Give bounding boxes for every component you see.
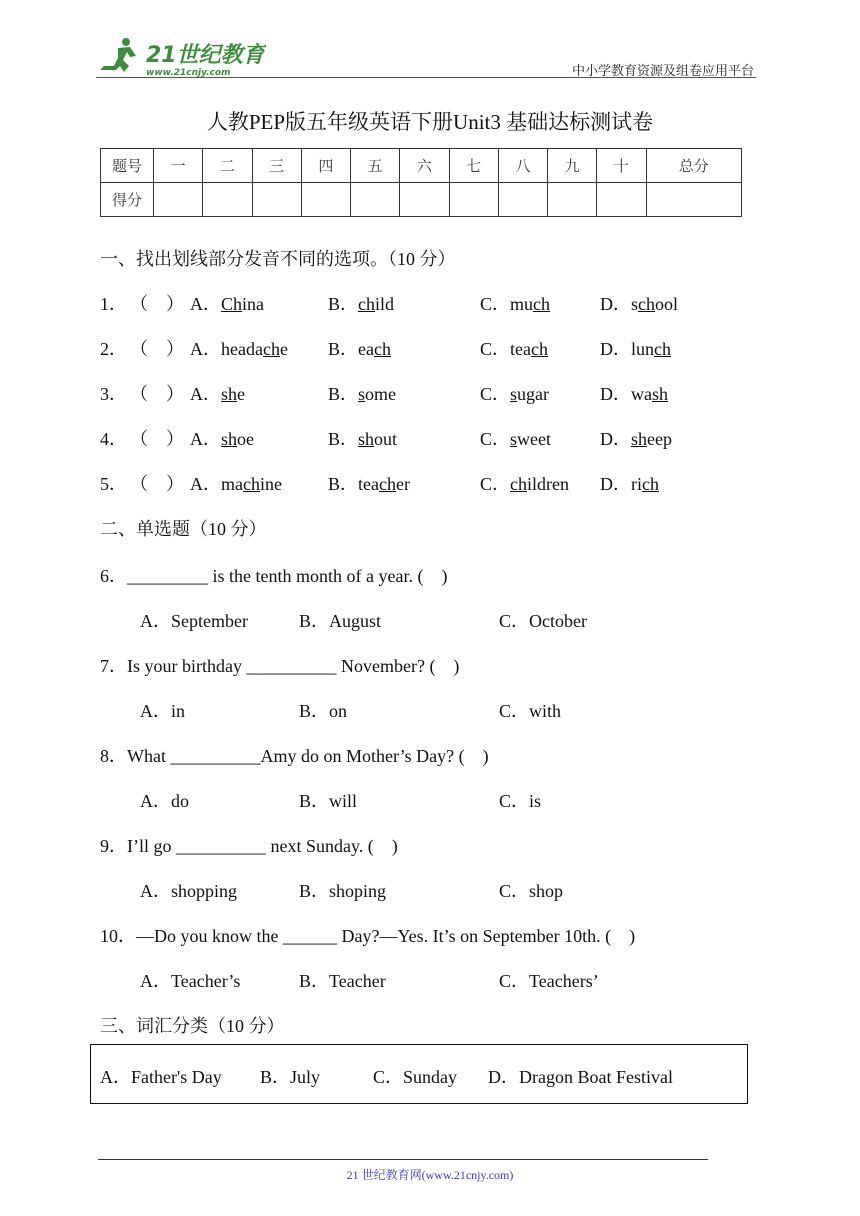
table-cell: 二 — [203, 149, 252, 183]
option-choice[interactable] — [190, 335, 288, 361]
option-choice[interactable] — [600, 380, 668, 406]
site-logo — [96, 36, 266, 78]
option-text-part: e — [279, 339, 288, 359]
answer-blank[interactable]: （ ） — [130, 339, 184, 359]
underlined-letters: ch — [531, 339, 548, 359]
option-choice[interactable]: A．September — [140, 611, 248, 631]
table-cell: 题号 — [101, 149, 154, 183]
option-choice[interactable]: B．August — [299, 611, 382, 631]
option-label: A． — [190, 474, 221, 494]
question-stem: 10．—Do you know the ______ Day?—Yes. It’s on September 10th. ( ) — [100, 926, 636, 946]
option-label: C． — [480, 384, 511, 404]
option-choice[interactable]: C．Teachers’ — [499, 971, 599, 991]
option-text-part: oe — [237, 429, 255, 449]
underlined-letters: ch — [642, 474, 659, 494]
underlined-letters: sh — [652, 384, 669, 404]
score-input-cell[interactable] — [449, 183, 498, 217]
option-choice[interactable] — [190, 425, 254, 451]
vocab-item: A．Father's Day — [100, 1067, 222, 1087]
option-label: A． — [190, 429, 221, 449]
logo-url: www.21cnjy.com — [146, 68, 231, 78]
table-cell: 六 — [400, 149, 449, 183]
table-cell: 七 — [449, 149, 498, 183]
score-input-cell[interactable] — [301, 183, 350, 217]
option-text-part: tea — [510, 339, 531, 359]
question-stem: 8．What __________Amy do on Mother’s Day? ( ) — [100, 746, 489, 766]
option-label: A． — [190, 384, 221, 404]
answer-blank[interactable]: （ ） — [130, 294, 184, 314]
option-choice[interactable] — [328, 380, 396, 406]
option-text-part: ina — [242, 294, 265, 314]
option-label: D． — [600, 384, 631, 404]
underlined-letters: ch — [638, 294, 656, 314]
score-input-cell[interactable] — [154, 183, 203, 217]
vocab-item: D．Dragon Boat Festival — [488, 1067, 673, 1087]
score-input-cell[interactable] — [351, 183, 400, 217]
option-choice[interactable]: A．in — [140, 701, 185, 721]
option-text-part: ildren — [527, 474, 570, 494]
option-choice[interactable]: C．October — [499, 611, 587, 631]
option-choice[interactable]: A．do — [140, 791, 189, 811]
option-label: B． — [328, 429, 359, 449]
vocabulary-box — [90, 1044, 748, 1104]
option-label: C． — [480, 474, 511, 494]
underlined-letters: ch — [654, 339, 672, 359]
score-input-cell[interactable] — [203, 183, 252, 217]
question-stem: 7．Is your birthday __________ November? ( ) — [100, 656, 460, 676]
header-divider — [96, 77, 756, 78]
option-text-part: wa — [631, 384, 652, 404]
table-cell: 四 — [301, 149, 350, 183]
option-choice[interactable] — [328, 425, 397, 451]
underlined-letters: s — [510, 384, 518, 404]
underlined-letters: s — [358, 384, 366, 404]
option-text-part: ugar — [517, 384, 550, 404]
logo-text: 21世纪教育 — [146, 43, 265, 68]
underlined-letters: Ch — [221, 294, 243, 314]
option-text-part: s — [631, 294, 639, 314]
option-choice[interactable] — [480, 380, 549, 406]
option-label: A． — [190, 339, 221, 359]
score-input-cell[interactable] — [597, 183, 646, 217]
underlined-letters: s — [510, 429, 518, 449]
score-input-cell[interactable] — [498, 183, 547, 217]
question-number: 5． — [100, 474, 127, 494]
option-text-part: e — [237, 384, 246, 404]
answer-blank[interactable]: （ ） — [130, 474, 184, 494]
score-table-header-row — [101, 149, 742, 183]
option-label: B． — [328, 384, 359, 404]
underlined-letters: sh — [631, 429, 648, 449]
score-input-cell[interactable] — [252, 183, 301, 217]
section-1-heading: 一、找出划线部分发音不同的选项。（10 分） — [100, 249, 456, 269]
table-cell: 三 — [252, 149, 301, 183]
score-input-cell[interactable] — [548, 183, 597, 217]
option-label: B． — [328, 339, 359, 359]
option-text-part: ri — [631, 474, 642, 494]
option-choice[interactable]: B．shoping — [299, 881, 387, 901]
option-choice[interactable] — [480, 425, 551, 451]
option-choice[interactable] — [600, 470, 659, 496]
option-choice[interactable]: B．will — [299, 791, 358, 811]
option-choice[interactable]: C．with — [499, 701, 562, 721]
option-text-part: lun — [631, 339, 655, 359]
option-text-part: heada — [221, 339, 263, 359]
underlined-letters: ch — [510, 474, 528, 494]
option-choice[interactable] — [190, 380, 245, 406]
option-label: D． — [600, 294, 631, 314]
vocab-item: C．Sunday — [373, 1067, 458, 1087]
table-cell: 总分 — [646, 149, 742, 183]
score-input-cell[interactable] — [646, 183, 742, 217]
underlined-letters: sh — [221, 384, 238, 404]
option-label: A． — [190, 294, 221, 314]
option-label: C． — [480, 429, 511, 449]
question-stem: 9．I’ll go __________ next Sunday. ( ) — [100, 836, 398, 856]
underlined-letters: sh — [221, 429, 238, 449]
option-choice[interactable]: C．shop — [499, 881, 564, 901]
option-choice[interactable] — [328, 335, 391, 361]
option-text-part: ine — [260, 474, 282, 494]
option-text-part: ea — [358, 339, 374, 359]
underlined-letters: ch — [358, 294, 376, 314]
option-label: C． — [480, 339, 511, 359]
option-label: B． — [328, 474, 359, 494]
section-3-heading: 三、词汇分类（10 分） — [100, 1016, 285, 1036]
option-text-part: ool — [655, 294, 679, 314]
underlined-letters: ch — [379, 474, 396, 494]
option-choice[interactable] — [480, 470, 569, 496]
option-text-part: out — [374, 429, 398, 449]
option-text-part: weet — [517, 429, 552, 449]
underlined-letters: ch — [243, 474, 260, 494]
table-cell: 一 — [154, 149, 203, 183]
option-text-part: tea — [358, 474, 379, 494]
option-choice[interactable] — [480, 335, 548, 361]
underlined-letters: sh — [358, 429, 375, 449]
option-choice[interactable] — [328, 290, 394, 316]
table-cell: 得分 — [101, 183, 154, 217]
option-choice[interactable] — [190, 290, 264, 316]
option-choice[interactable]: A．Teacher’s — [140, 971, 241, 991]
answer-blank[interactable]: （ ） — [130, 429, 184, 449]
footer-divider — [98, 1159, 708, 1160]
question-number: 3． — [100, 384, 127, 404]
option-choice[interactable] — [328, 470, 410, 496]
header-platform-text: 中小学教育资源及组卷应用平台 — [571, 63, 754, 78]
underlined-letters: ch — [374, 339, 391, 359]
option-text-part: eep — [647, 429, 672, 449]
table-cell: 九 — [548, 149, 597, 183]
score-table — [100, 148, 742, 217]
option-text-part: er — [396, 474, 410, 494]
score-input-cell[interactable] — [400, 183, 449, 217]
option-choice[interactable] — [600, 290, 678, 316]
option-text-part: ma — [221, 474, 243, 494]
option-label: D． — [600, 474, 631, 494]
option-label: D． — [600, 429, 631, 449]
option-choice[interactable]: C．is — [499, 791, 542, 811]
option-text-part: mu — [510, 294, 534, 314]
vocab-item: B．July — [260, 1067, 321, 1087]
question-number: 1． — [100, 294, 127, 314]
table-cell: 十 — [597, 149, 646, 183]
option-text-part: ild — [375, 294, 395, 314]
option-label: C． — [480, 294, 511, 314]
runner-icon — [100, 38, 136, 72]
table-cell: 五 — [351, 149, 400, 183]
question-number: 2． — [100, 339, 127, 359]
footer-link[interactable]: 21 世纪教育网(www.21cnjy.com) — [346, 1168, 514, 1182]
option-choice[interactable] — [190, 470, 282, 496]
option-choice[interactable]: B．Teacher — [299, 971, 386, 991]
section-2-heading: 二、单选题（10 分） — [100, 519, 267, 539]
question-stem: 6．_________ is the tenth month of a year. ( ) — [100, 566, 448, 586]
answer-blank[interactable]: （ ） — [130, 384, 184, 404]
option-choice[interactable]: B．on — [299, 701, 348, 721]
option-label: B． — [328, 294, 359, 314]
option-choice[interactable] — [480, 290, 550, 316]
underlined-letters: ch — [533, 294, 551, 314]
score-table-score-row — [101, 183, 742, 217]
option-choice[interactable] — [600, 335, 671, 361]
option-label: D． — [600, 339, 631, 359]
option-choice[interactable] — [600, 425, 672, 451]
option-text-part: ome — [365, 384, 397, 404]
page-title: 人教PEP版五年级英语下册Unit3 基础达标测试卷 — [206, 110, 654, 134]
underlined-letters: ch — [262, 339, 280, 359]
question-number: 4． — [100, 429, 127, 449]
table-cell: 八 — [498, 149, 547, 183]
option-choice[interactable]: A．shopping — [140, 881, 238, 901]
